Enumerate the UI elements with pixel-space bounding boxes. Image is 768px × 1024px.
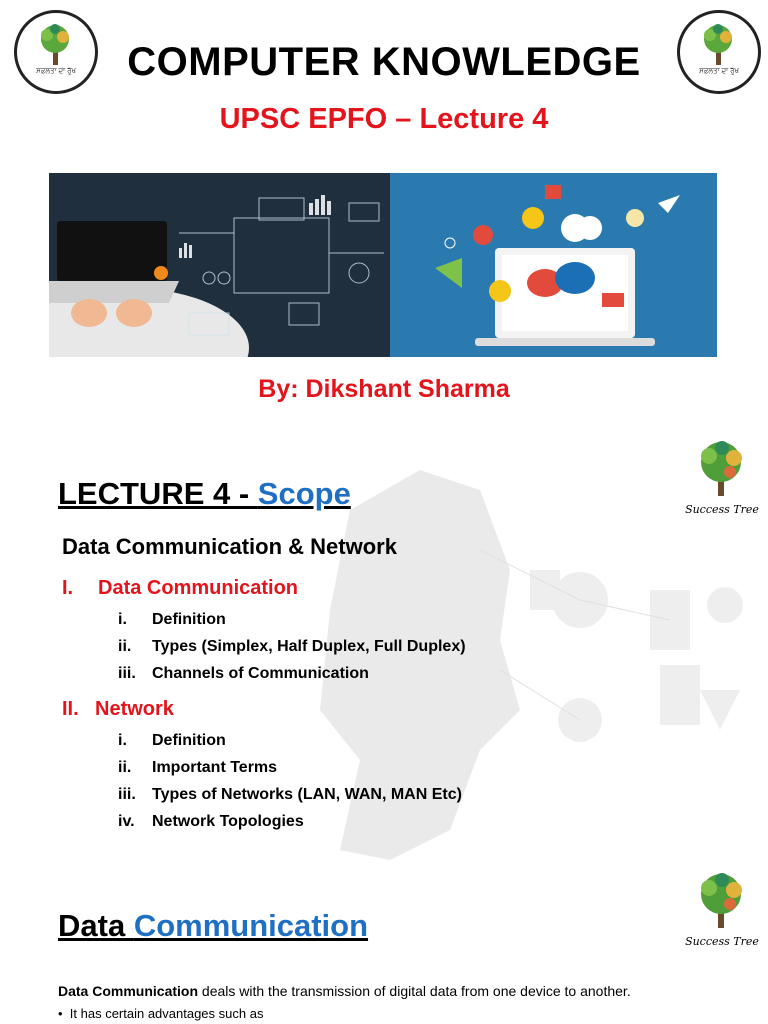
list-item <box>118 638 466 656</box>
lecture-heading-highlight: Scope <box>257 476 351 511</box>
section-number: I. <box>62 577 74 599</box>
page-title: COMPUTER KNOWLEDGE <box>127 40 641 84</box>
tree-icon <box>684 868 760 938</box>
list-item <box>118 759 277 777</box>
item-text: Channels of Communication <box>152 665 369 682</box>
definition-text: deals with the transmission of digital data from one device to another. <box>198 983 631 999</box>
heading-prefix: Data <box>58 908 134 943</box>
list-item <box>118 786 462 804</box>
data-communication-heading <box>58 908 368 944</box>
item-text: Types (Simplex, Half Duplex, Full Duplex) <box>152 638 466 655</box>
social-media-icon <box>390 173 717 357</box>
item-text: Network Topologies <box>152 813 304 830</box>
section-title <box>62 698 174 721</box>
logo-caption: Success Tree <box>685 935 759 948</box>
item-number: ii. <box>118 759 132 776</box>
social-media-illustration <box>390 173 717 357</box>
definition-term: Data Communication <box>58 983 199 999</box>
item-number: i. <box>118 611 127 628</box>
scope-subheading: Data Communication & Network <box>62 534 397 559</box>
section-number: II. <box>62 698 79 720</box>
lecture-heading <box>58 476 351 512</box>
laptop-infographic-icon <box>49 173 390 357</box>
item-number: ii. <box>118 638 132 655</box>
author-line: By: Dikshant Sharma <box>258 375 510 403</box>
item-number: iii. <box>118 786 136 803</box>
item-text: Types of Networks (LAN, WAN, MAN Etc) <box>152 786 462 803</box>
heading-highlight: Communication <box>133 908 369 943</box>
item-text: Definition <box>152 611 226 628</box>
item-number: iii. <box>118 665 136 682</box>
list-item <box>118 732 226 750</box>
bullet-icon: • <box>58 1006 70 1021</box>
list-item <box>118 611 226 629</box>
tree-icon <box>684 436 760 506</box>
page-subtitle: UPSC EPFO – Lecture 4 <box>219 103 549 135</box>
logo-caption: Success Tree <box>685 503 759 516</box>
section-title-text: Network <box>95 698 174 720</box>
item-text: Important Terms <box>152 759 278 776</box>
bullet-item <box>58 1006 263 1021</box>
logo-caption: ਸਫ਼ਲਤਾ ਦਾ ਰੁੱਖ <box>36 68 76 75</box>
definition-paragraph <box>58 983 631 999</box>
success-tree-logo <box>684 436 760 516</box>
banner-image <box>49 173 717 357</box>
logo-caption: ਸਫ਼ਲਤਾ ਦਾ ਰੁੱਖ <box>699 68 739 75</box>
item-number: iv. <box>118 813 135 830</box>
bullet-text: It has certain advantages such as <box>69 1006 264 1021</box>
section-title <box>62 577 298 600</box>
item-number: i. <box>118 732 127 749</box>
list-item <box>118 665 369 683</box>
laptop-photo <box>49 173 390 357</box>
lecture-heading-prefix: LECTURE 4 - <box>58 476 258 511</box>
success-tree-logo <box>684 868 760 948</box>
list-item <box>118 813 304 831</box>
item-text: Definition <box>152 732 226 749</box>
section-title-text: Data Communication <box>98 577 299 599</box>
